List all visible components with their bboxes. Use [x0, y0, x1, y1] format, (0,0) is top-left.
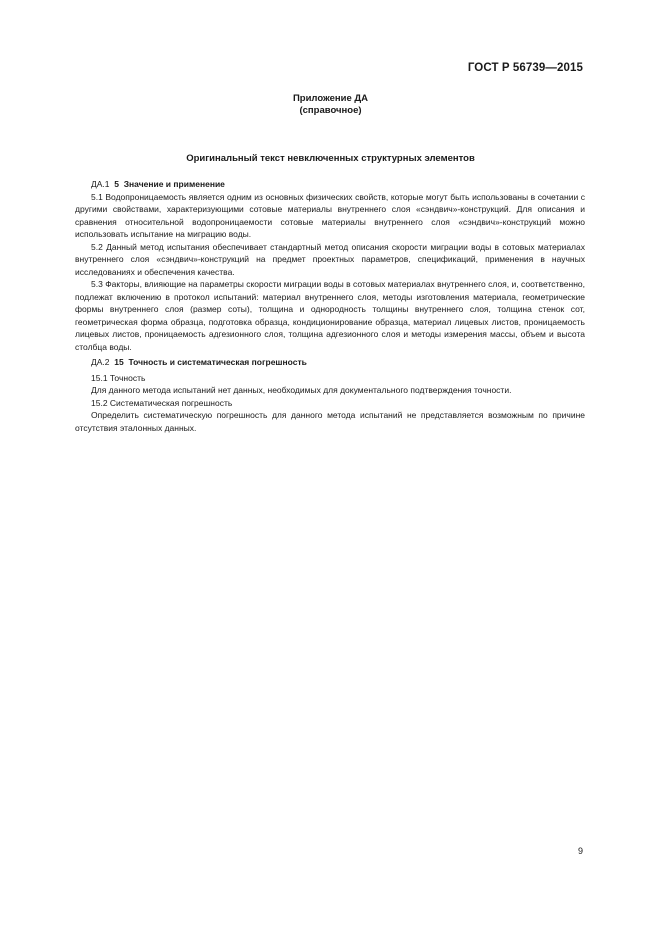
section-title-text: Точность и систематическая погрешность — [128, 357, 307, 367]
paragraph-5-1: 5.1 Водопроницаемость является одним из основных физических свойств, которые могут быть использованы в сочетании с другими свойствами, характеризующими сотовые материалы внутреннего слоя «сэндвич»-конструкций. Для описания и сравнения относительной водопроницаемости сотовые материалы внутреннего слоя «сэндвич»-конструкций можно использовать испытание на миграцию воды. — [75, 191, 585, 239]
section-title-da1 — [75, 178, 585, 191]
annex-title: Приложение ДА — [292, 93, 369, 104]
section-prefix: ДА.2 — [91, 357, 110, 367]
annex-block — [0, 93, 661, 117]
section-title-da2 — [75, 356, 585, 369]
subsection-15-2-title: 15.2 Систематическая погрешность — [91, 397, 233, 408]
document-body — [75, 178, 585, 434]
section-number: 15 — [114, 357, 124, 367]
annex-subtitle: (справочное) — [299, 105, 362, 116]
section-prefix: ДА.1 — [91, 179, 110, 189]
paragraph-5-3: 5.3 Факторы, влияющие на параметры скорости миграции воды в сотовых материалах внутреннего слоя, и, соответственно, подлежат включению в протокол испытаний: материал внутреннего слоя, методы изготовления материала, геометрические формы внутреннего слоя (размер соты), толщина и однородность толщины внутреннего слоя, толщина стенок сот, геометрическая форма образца, подготовка образца, кондиционирование образца, материал лицевых листов, проницаемость лицевых листов, проницаемость адгезионного слоя, толщина адгезионного слоя и методы измерения массы, объем и высота столбца воды. — [75, 279, 585, 352]
section-heading: Оригинальный текст невключенных структурных элементов — [186, 153, 475, 164]
paragraph-15-2: Определить систематическую погрешность для данного метода испытаний не представляется возможным по причине отсутствия эталонных данных. — [75, 410, 585, 433]
paragraph-5-2: 5.2 Данный метод испытания обеспечивает стандартный метод описания скорости миграции воды в сотовых материалах внутреннего слоя «сэндвич»-конструкций на предмет проектных параметров, спецификаций, применения в научных исследованиях и обеспечения качества. — [75, 241, 585, 277]
paragraph-15-1: Для данного метода испытаний нет данных, необходимых для документального подтверждения точности. — [91, 385, 512, 395]
section-number: 5 — [114, 179, 119, 189]
subsection-15-1-title: 15.1 Точность — [91, 372, 146, 383]
section-title-text: Значение и применение — [123, 179, 225, 189]
page-number: 9 — [577, 846, 583, 856]
document-code: ГОСТ Р 56739—2015 — [467, 62, 583, 74]
